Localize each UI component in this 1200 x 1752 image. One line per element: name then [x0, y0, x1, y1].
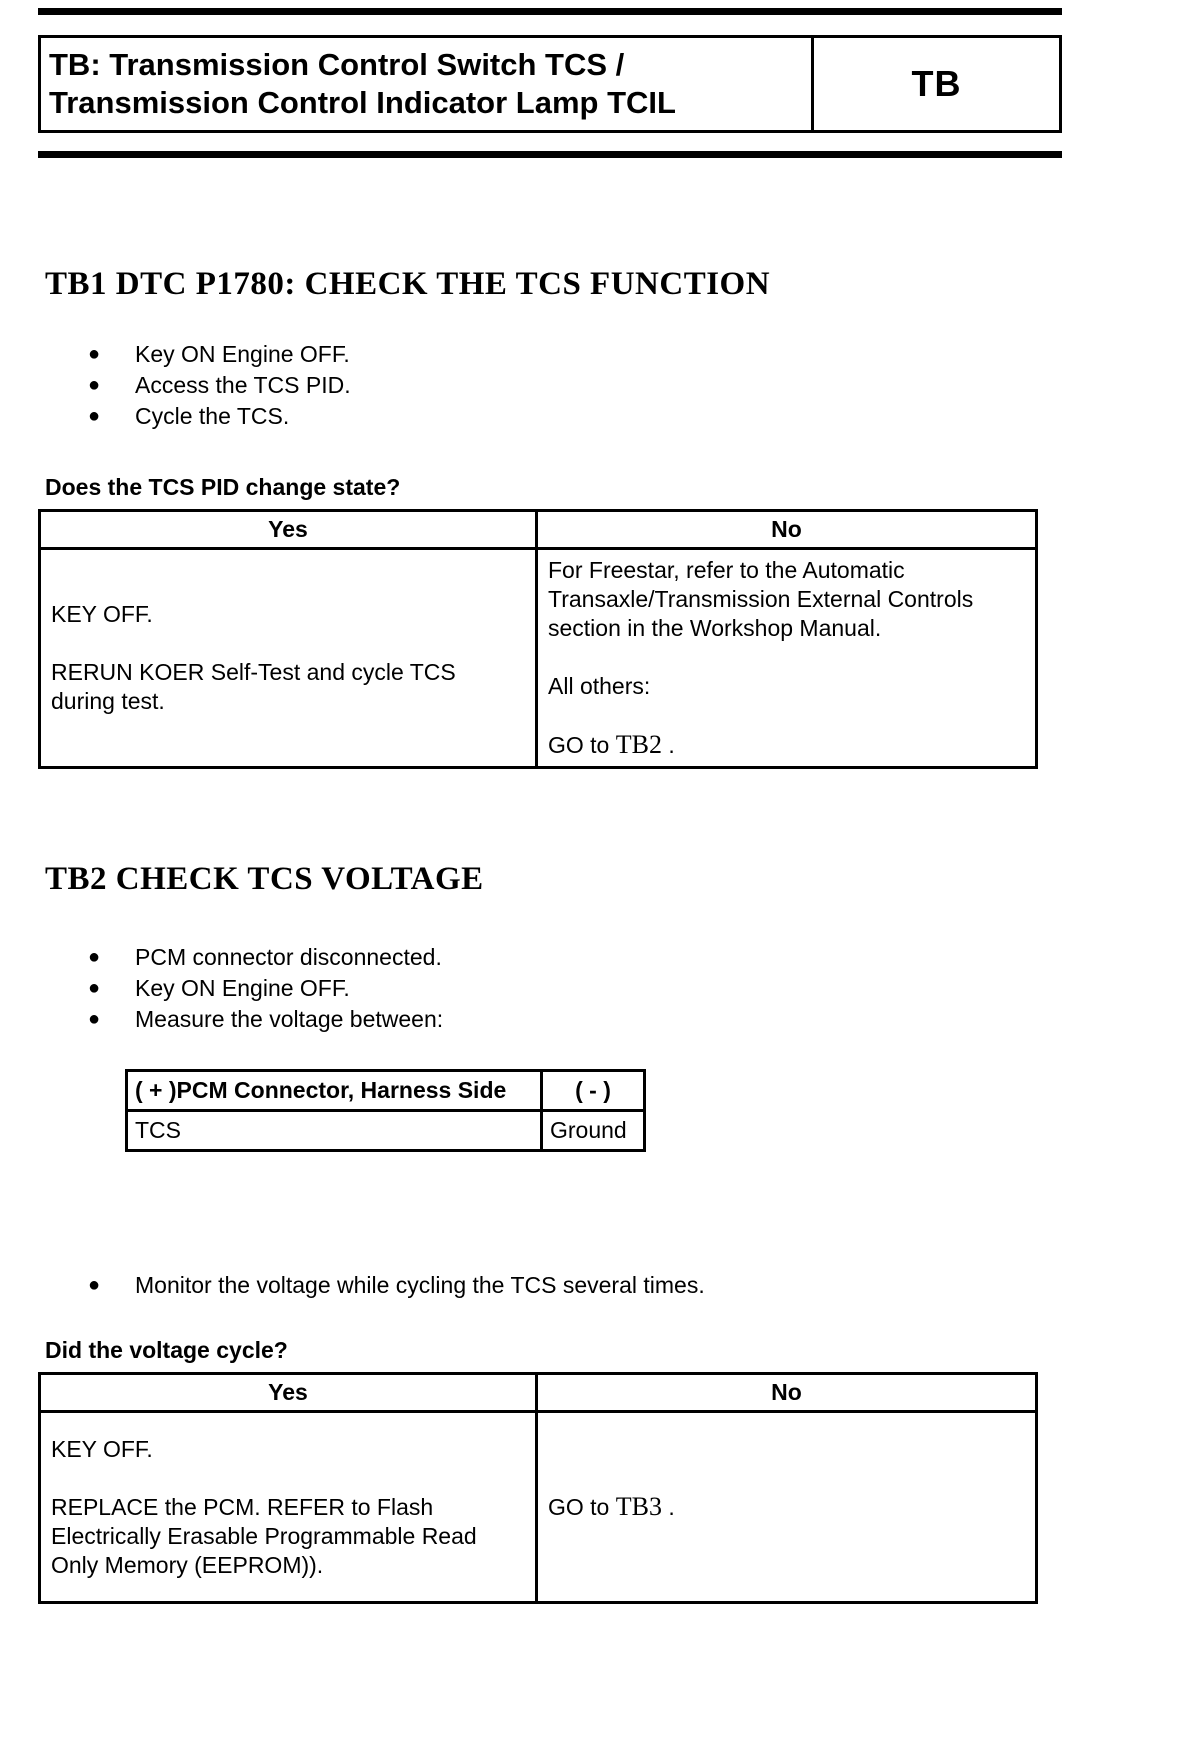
section-code: TB [811, 38, 1059, 130]
list-item-text: Key ON Engine OFF. [135, 975, 350, 1001]
document-title: TB: Transmission Control Switch TCS / Transmission Control Indicator Lamp TCIL [49, 47, 676, 120]
list-item [88, 339, 1200, 370]
column-header-no: No [538, 512, 1035, 550]
tb1-table-body [41, 550, 1035, 766]
tb2-yes-cell [41, 1413, 538, 1601]
bullet-icon: ● [88, 946, 101, 968]
tb1-table-header [41, 512, 1035, 550]
column-header-yes: Yes [41, 512, 538, 550]
bullet-icon: ● [88, 1274, 101, 1296]
cell-text: RERUN KOER Self-Test and cycle TCS during test. [51, 659, 456, 714]
tb2-heading: TB2 CHECK TCS VOLTAGE [45, 861, 484, 897]
go-to-suffix: . [661, 732, 675, 758]
go-to-suffix: . [661, 1494, 675, 1520]
list-item-text: Key ON Engine OFF. [135, 341, 350, 367]
tb1-bullet-list [0, 339, 1200, 432]
header-divider-rule [38, 151, 1062, 158]
cell-text: KEY OFF. [51, 601, 153, 627]
column-header-no: No [538, 1375, 1035, 1413]
document-header [38, 35, 1062, 133]
meas-col-negative: ( - ) [543, 1072, 643, 1112]
cell-text: REPLACE the PCM. REFER to Flash Electrically Erasable Programmable Read Only Memory (EEPROM)). [51, 1493, 477, 1578]
tb2-table-header [41, 1375, 1035, 1413]
meas-col-positive: ( + )PCM Connector, Harness Side [128, 1072, 543, 1112]
list-item-text: PCM connector disconnected. [135, 944, 442, 970]
go-to-line [548, 1492, 1025, 1522]
go-to-prefix: GO to [548, 732, 616, 758]
list-item-text: Monitor the voltage while cycling the TCS several times. [135, 1272, 705, 1298]
list-item [88, 370, 1200, 401]
column-header-yes: Yes [41, 1375, 538, 1413]
go-to-prefix: GO to [548, 1494, 616, 1520]
tb2-no-cell [538, 1413, 1035, 1601]
list-item-text: Cycle the TCS. [135, 403, 290, 429]
go-to-tb2-link[interactable]: TB2 [615, 730, 662, 759]
cell-text: KEY OFF. [51, 1435, 153, 1462]
bullet-icon: ● [88, 405, 101, 427]
list-item [88, 401, 1200, 432]
voltage-measurement-table [125, 1069, 646, 1152]
tb1-decision-table [38, 509, 1038, 769]
list-item [88, 1004, 1200, 1035]
bullet-icon: ● [88, 343, 101, 365]
list-item-text: Access the TCS PID. [135, 372, 351, 398]
bullet-icon: ● [88, 977, 101, 999]
bullet-icon: ● [88, 374, 101, 396]
tb2-table-body [41, 1413, 1035, 1601]
cell-text: For Freestar, refer to the Automatic Transaxle/Transmission External Controls section in the Workshop Manual. [548, 557, 974, 641]
list-item [88, 1270, 1200, 1301]
tb1-yes-cell [41, 550, 538, 766]
cell-text: All others: [548, 673, 651, 699]
tb2-bullet-list [0, 942, 1200, 1035]
list-item-text: Measure the voltage between: [135, 1006, 444, 1032]
tb1-heading: TB1 DTC P1780: CHECK THE TCS FUNCTION [45, 266, 771, 302]
top-rule [38, 8, 1062, 15]
meas-row-positive: TCS [128, 1112, 543, 1149]
bullet-icon: ● [88, 1008, 101, 1030]
go-to-tb3-link[interactable]: TB3 [615, 1492, 662, 1521]
meas-row-negative: Ground [550, 1117, 627, 1143]
tb2-decision-table [38, 1372, 1038, 1604]
list-item [88, 942, 1200, 973]
tb2-question: Did the voltage cycle? [45, 1337, 288, 1363]
go-to-line [548, 730, 1025, 760]
tb1-no-cell [538, 550, 1035, 766]
list-item [88, 973, 1200, 1004]
tb1-question: Does the TCS PID change state? [45, 474, 401, 500]
